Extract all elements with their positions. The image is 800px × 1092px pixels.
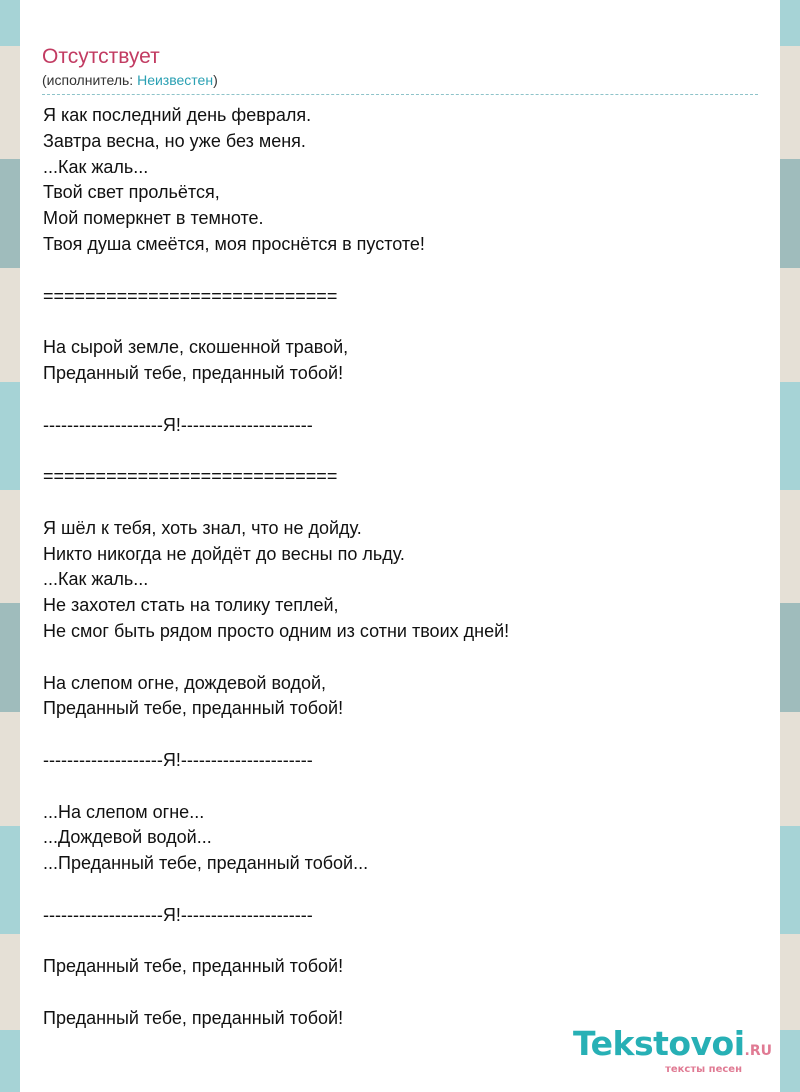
lyrics-blank-line bbox=[43, 980, 759, 1006]
lyrics-line: Преданный тебе, преданный тобой! bbox=[43, 1007, 344, 1028]
lyrics-blank-line bbox=[43, 722, 759, 748]
lyrics-line: Не смог быть рядом просто одним из сотни твоих дней! bbox=[43, 620, 510, 641]
lyrics-line: ...Как жаль... bbox=[43, 569, 149, 590]
lyrics-line: ============================ bbox=[43, 285, 338, 306]
lyrics-line: Твой свет прольётся, bbox=[43, 182, 220, 203]
artist-link[interactable]: Неизвестен bbox=[137, 72, 214, 88]
lyrics-line: ...Как жаль... bbox=[43, 156, 149, 177]
lyrics-line: ...Дождевой водой... bbox=[43, 827, 212, 848]
lyrics-line: ...Преданный тебе, преданный тобой... bbox=[43, 853, 369, 874]
lyrics-blank-line bbox=[43, 309, 759, 335]
lyrics-line: Завтра весна, но уже без меня. bbox=[43, 130, 306, 151]
lyrics-blank-line bbox=[43, 258, 759, 284]
logo-tagline: тексты песен bbox=[665, 1064, 742, 1075]
song-title: Отсутствует bbox=[42, 45, 160, 68]
lyrics-blank-line bbox=[43, 490, 759, 516]
lyrics-blank-line bbox=[43, 929, 759, 955]
lyrics-sheet bbox=[20, 0, 780, 1092]
lyrics-text bbox=[43, 103, 759, 1032]
lyrics-line: --------------------Я!---------------------- bbox=[43, 414, 313, 435]
byline-suffix: ) bbox=[213, 72, 218, 88]
lyrics-blank-line bbox=[43, 438, 759, 464]
lyrics-blank-line bbox=[43, 774, 759, 800]
lyrics-blank-line bbox=[43, 877, 759, 903]
logo-wordmark bbox=[573, 1026, 772, 1069]
lyrics-line: --------------------Я!---------------------- bbox=[43, 749, 313, 770]
lyrics-blank-line bbox=[43, 387, 759, 413]
lyrics-blank-line bbox=[43, 645, 759, 671]
song-header bbox=[42, 44, 758, 95]
lyrics-line: Преданный тебе, преданный тобой! bbox=[43, 698, 344, 719]
site-logo[interactable] bbox=[573, 1026, 772, 1075]
lyrics-line: Я как последний день февраля. bbox=[43, 105, 312, 125]
lyrics-line: Преданный тебе, преданный тобой! bbox=[43, 956, 344, 977]
lyrics-line: На сырой земле, скошенной травой, bbox=[43, 337, 349, 358]
lyrics-line: На слепом огне, дождевой водой, bbox=[43, 672, 327, 693]
logo-name: Tekstovoi bbox=[572, 1024, 745, 1063]
lyrics-line: Никто никогда не дойдёт до весны по льду. bbox=[43, 543, 405, 564]
byline-prefix: (исполнитель: bbox=[42, 72, 138, 88]
lyrics-line: Я шёл к тебя, хоть знал, что не дойду. bbox=[43, 517, 362, 538]
lyrics-line: --------------------Я!---------------------- bbox=[43, 904, 313, 925]
lyrics-line: Преданный тебе, преданный тобой! bbox=[43, 362, 344, 383]
lyrics-line: Твоя душа смеётся, моя проснётся в пустоте! bbox=[43, 233, 425, 254]
lyrics-line: Мой померкнет в темноте. bbox=[43, 208, 264, 229]
lyrics-line: ...На слепом огне... bbox=[43, 801, 205, 822]
logo-tld: .RU bbox=[744, 1043, 772, 1059]
artist-byline bbox=[42, 70, 758, 90]
lyrics-line: ============================ bbox=[43, 466, 338, 487]
lyrics-line: Не захотел стать на толику теплей, bbox=[43, 595, 339, 616]
